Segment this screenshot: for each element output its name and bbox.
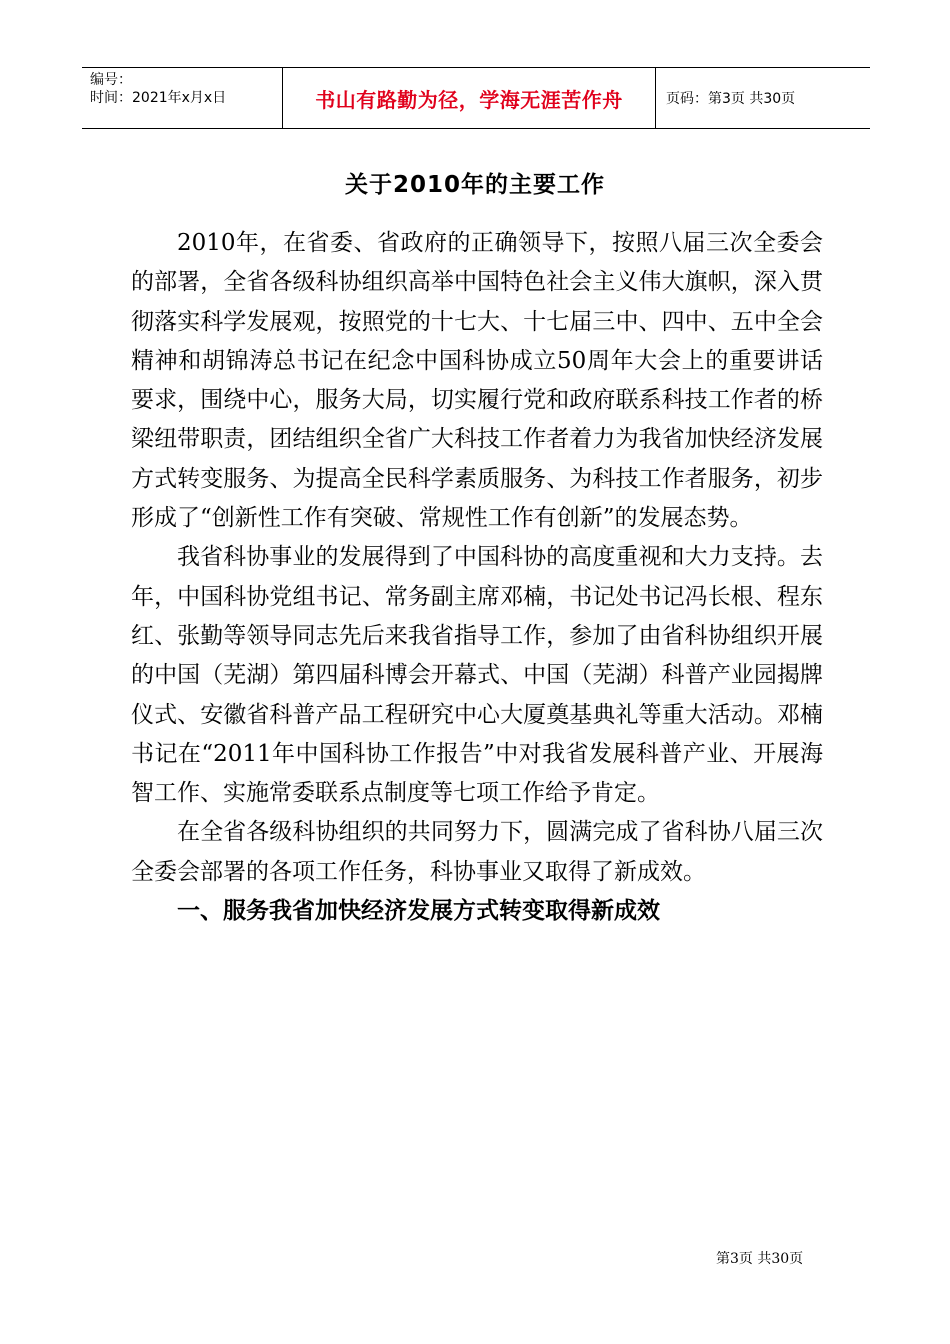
header-page-info: [656, 68, 870, 128]
paragraph: 在全省各级科协组织的共同努力下，圆满完成了省科协八届三次全委会部署的各项工作任务，科协事业又取得了新成效。: [131, 819, 823, 885]
document-title: 关于2010年的主要工作: [344, 172, 605, 198]
header-meta: [82, 68, 282, 128]
page-info-text: 页码：第3页 共30页: [666, 91, 796, 107]
section-heading: 一、服务我省加快经济发展方式转变取得新成效: [177, 898, 660, 925]
paragraph: 我省科协事业的发展得到了中国科协的高度重视和大力支持。去年，中国科协党组书记、常务副主席邓楠，书记处书记冯长根、程东红、张勤等领导同志先后来我省指导工作，参加了由省科协组织开展的中国（芜湖）第四届科博会开幕式、中国（芜湖）科普产业园揭牌仪式、安徽省科普产品工程研究中心大厦奠基典礼等重大活动。邓楠书记在“2011年中国科协工作报告”中对我省发展科普产业、开展海智工作、实施常委联系点制度等七项工作给予肯定。: [131, 544, 823, 807]
document-body: [131, 224, 823, 931]
header-motto: [282, 68, 656, 128]
time-label: 时间：2021年x月x日: [90, 90, 227, 106]
paragraph: 2010年，在省委、省政府的正确领导下，按照八届三次全委会的部署，全省各级科协组织高举中国特色社会主义伟大旗帜，深入贯彻落实科学发展观，按照党的十七大、十七届三中、四中、五中全会精神和胡锦涛总书记在纪念中国科协成立50周年大会上的重要讲话要求，围绕中心，服务大局，切实履行党和政府联系科技工作者的桥梁纽带职责，团结组织全省广大科技工作者着力为我省加快经济发展方式转变服务、为提高全民科学素质服务、为科技工作者服务，初步形成了“创新性工作有突破、常规性工作有创新”的发展态势。: [131, 230, 823, 532]
motto-text: 书山有路勤为径，学海无涯苦作舟: [315, 87, 623, 112]
page-footer: 第3页 共30页: [716, 1251, 804, 1267]
serial-label: 编号：: [90, 72, 132, 88]
header-table: [82, 67, 870, 129]
